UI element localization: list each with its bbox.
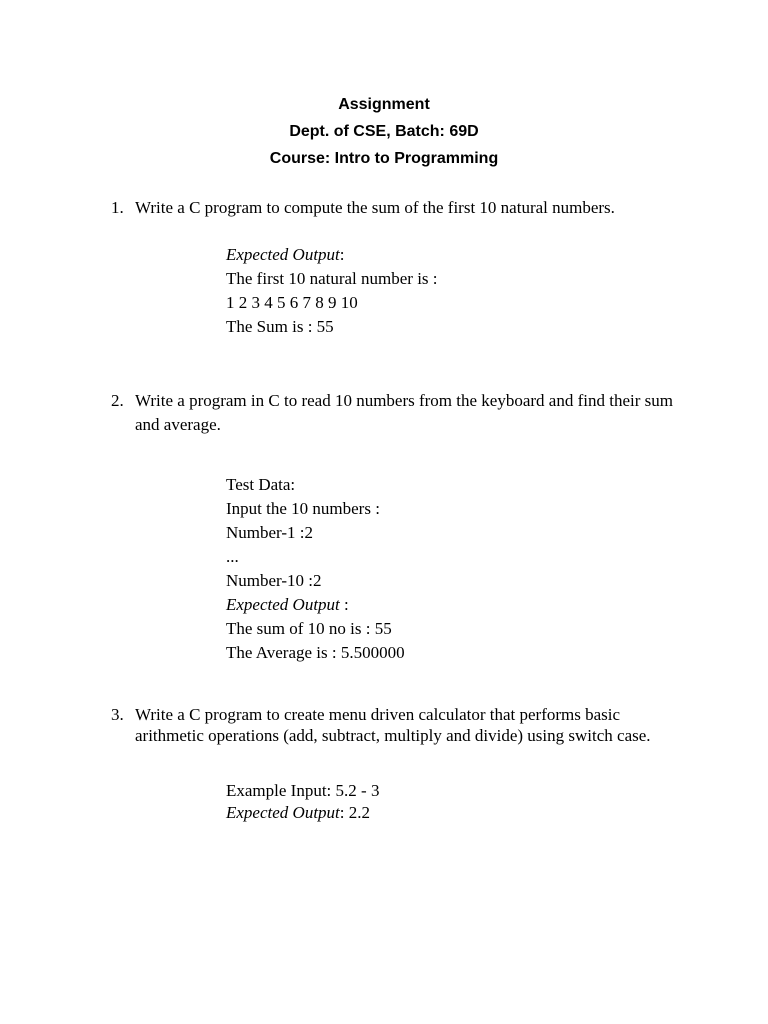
example-input: Example Input: 5.2 - 3	[226, 781, 380, 800]
question-1	[111, 196, 681, 220]
output-line: The first 10 natural number is :	[226, 269, 438, 288]
question-3-number: 3.	[111, 705, 124, 724]
test-data-line: Number-10 :2	[226, 571, 322, 590]
question-2-test-data	[226, 473, 405, 665]
question-1-number: 1.	[111, 198, 124, 217]
output-line: The sum of 10 no is : 55	[226, 619, 392, 638]
question-2-number: 2.	[111, 391, 124, 410]
test-data-line: ...	[226, 547, 239, 566]
expected-output-value: : 2.2	[339, 803, 370, 822]
question-2-text: Write a program in C to read 10 numbers from the keyboard and find their sum and average.	[135, 391, 673, 434]
expected-output-line	[226, 802, 379, 824]
expected-output-label: Expected Output	[226, 595, 340, 614]
expected-output-label: Expected Output	[226, 245, 340, 264]
department-batch: Dept. of CSE, Batch: 69D	[289, 123, 479, 140]
expected-output-colon: :	[339, 595, 349, 614]
question-3-example	[226, 780, 379, 824]
test-data-label: Test Data:	[226, 475, 296, 494]
document-header	[0, 91, 768, 172]
test-data-line: Number-1 :2	[226, 523, 314, 542]
question-3-text: Write a C program to create menu driven calculator that performs basic arithmetic operations (add, subtract, multiply and divide) using switch case.	[135, 705, 651, 745]
question-1-text: Write a C program to compute the sum of the first 10 natural numbers.	[135, 198, 615, 217]
output-line: The Sum is : 55	[226, 317, 334, 336]
course-title: Course: Intro to Programming	[269, 150, 499, 167]
question-1-expected-output	[226, 243, 438, 339]
output-line: 1 2 3 4 5 6 7 8 9 10	[226, 293, 358, 312]
test-data-line: Input the 10 numbers :	[226, 499, 380, 518]
expected-output-label-line	[226, 593, 405, 617]
assignment-title: Assignment	[338, 96, 430, 113]
expected-output-label-line	[226, 243, 438, 267]
expected-output-colon: :	[339, 245, 345, 264]
expected-output-label: Expected Output	[226, 803, 340, 822]
output-line: The Average is : 5.500000	[226, 643, 405, 662]
question-2	[111, 389, 681, 437]
question-3	[111, 704, 681, 746]
